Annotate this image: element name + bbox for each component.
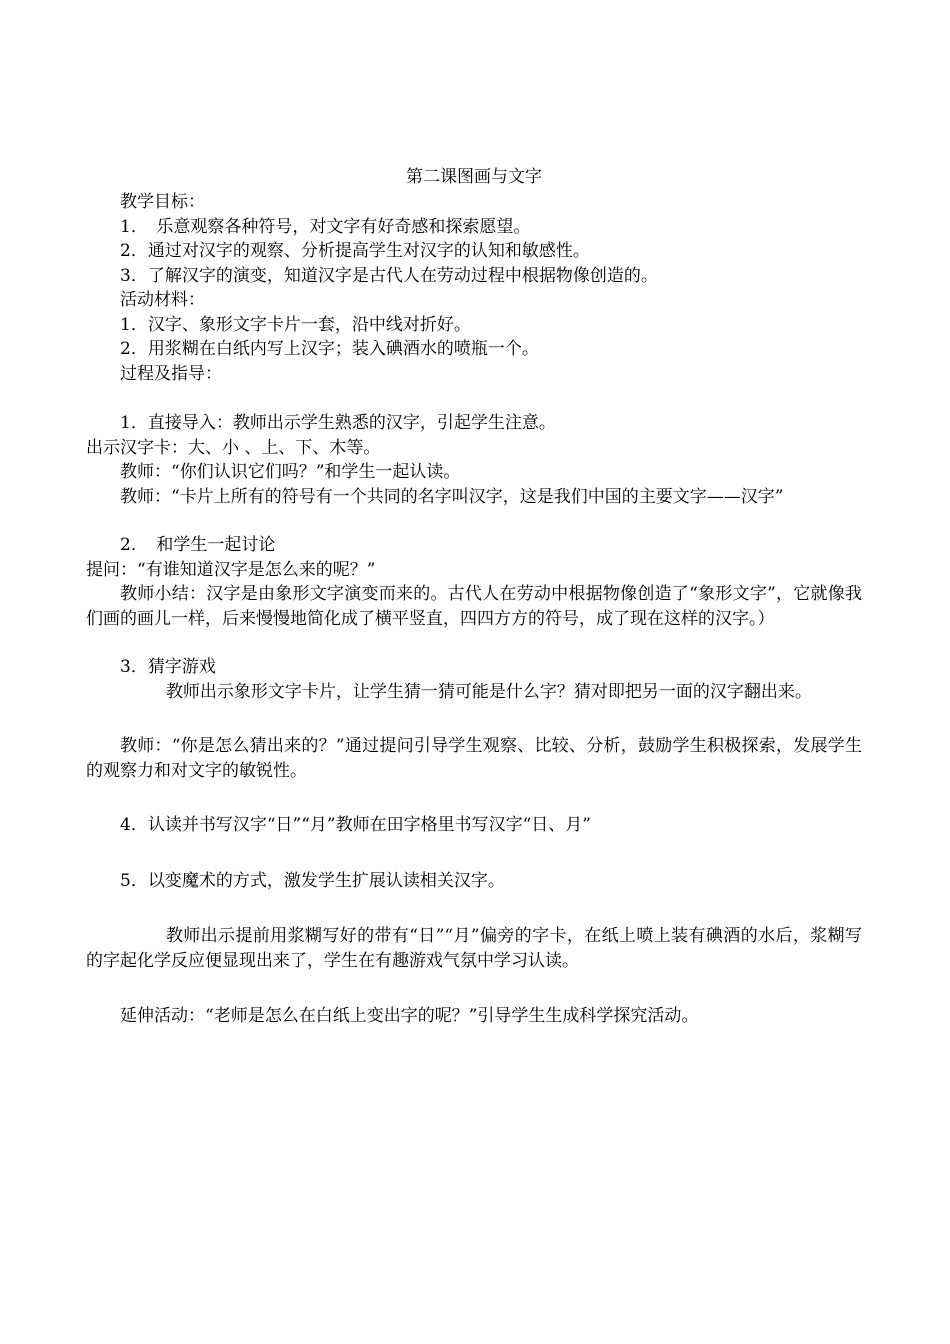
step-2: 2． 和学生一起讨论 <box>120 535 276 555</box>
material-item-1: 1．汉字、象形文字卡片一套，沿中线对折好。 <box>120 314 471 335</box>
extension-activity: 延伸活动：“老师是怎么在白纸上变出字的呢？”引导学生生成科学探究活动。 <box>120 1006 699 1026</box>
step-2-summary: 教师小结：汉字是由象形文字演变而来的。古代人在劳动中根据物像创造了“象形文字”，它就像我们画的画儿一样，后来慢慢地简化成了横平竖直，四四方方的符号，成了现在这样的汉字。） <box>86 584 862 629</box>
page-title: 第二课图画与文字 <box>406 167 542 187</box>
materials-heading: 活动材料： <box>120 290 205 310</box>
material-item-2: 2．用浆糊在白纸内写上汉字；装入碘酒水的喷瓶一个。 <box>120 339 539 359</box>
step-3-teacher: 教师：“你是怎么猜出来的？”通过提问引导学生观察、比较、分析，鼓励学生积极探索，发展学生的观察力和对文字的敏锐性。 <box>86 736 862 781</box>
goals-heading: 教学目标： <box>120 192 205 212</box>
document-page <box>86 164 862 1029</box>
goal-item-3: 3．了解汉字的演变，知道汉字是古代人在劳动过程中根据物像创造的。 <box>120 265 658 286</box>
step-4: 4．认读并书写汉字“日”“月”教师在田字格里书写汉字“日、月” <box>120 815 591 835</box>
step-1-cards: 出示汉字卡：大、小 、上、下、木等。 <box>86 437 381 458</box>
step-3: 3．猜字游戏 <box>120 657 216 677</box>
step-1-teacher-line-1: 教师：“你们认识它们吗？”和学生一起认读。 <box>120 462 461 482</box>
step-5: 5．以变魔术的方式，激发学生扩展认读相关汉字。 <box>120 870 505 891</box>
goal-item-1: 1． 乐意观察各种符号，对文字有好奇感和探索愿望。 <box>120 216 531 237</box>
step-1: 1．直接导入：教师出示学生熟悉的汉字，引起学生注意。 <box>120 413 556 433</box>
step-5-description: 教师出示提前用浆糊写好的带有“日”“月”偏旁的字卡，在纸上喷上装有碘酒的水后，浆糊写的字起化学反应便显现出来了，学生在有趣游戏气氛中学习认读。 <box>86 926 862 971</box>
process-heading: 过程及指导： <box>120 363 222 384</box>
step-1-teacher-line-2: 教师：“卡片上所有的符号有一个共同的名字叫汉字，这是我们中国的主要文字——汉字” <box>120 486 784 507</box>
step-3-description: 教师出示象形文字卡片，让学生猜一猜可能是什么字？猜对即把另一面的汉字翻出来。 <box>165 681 812 702</box>
step-2-question: 提问：“有谁知道汉字是怎么来的呢？” <box>86 559 376 580</box>
goal-item-2: 2．通过对汉字的观察、分析提高学生对汉字的认知和敏感性。 <box>120 241 590 261</box>
